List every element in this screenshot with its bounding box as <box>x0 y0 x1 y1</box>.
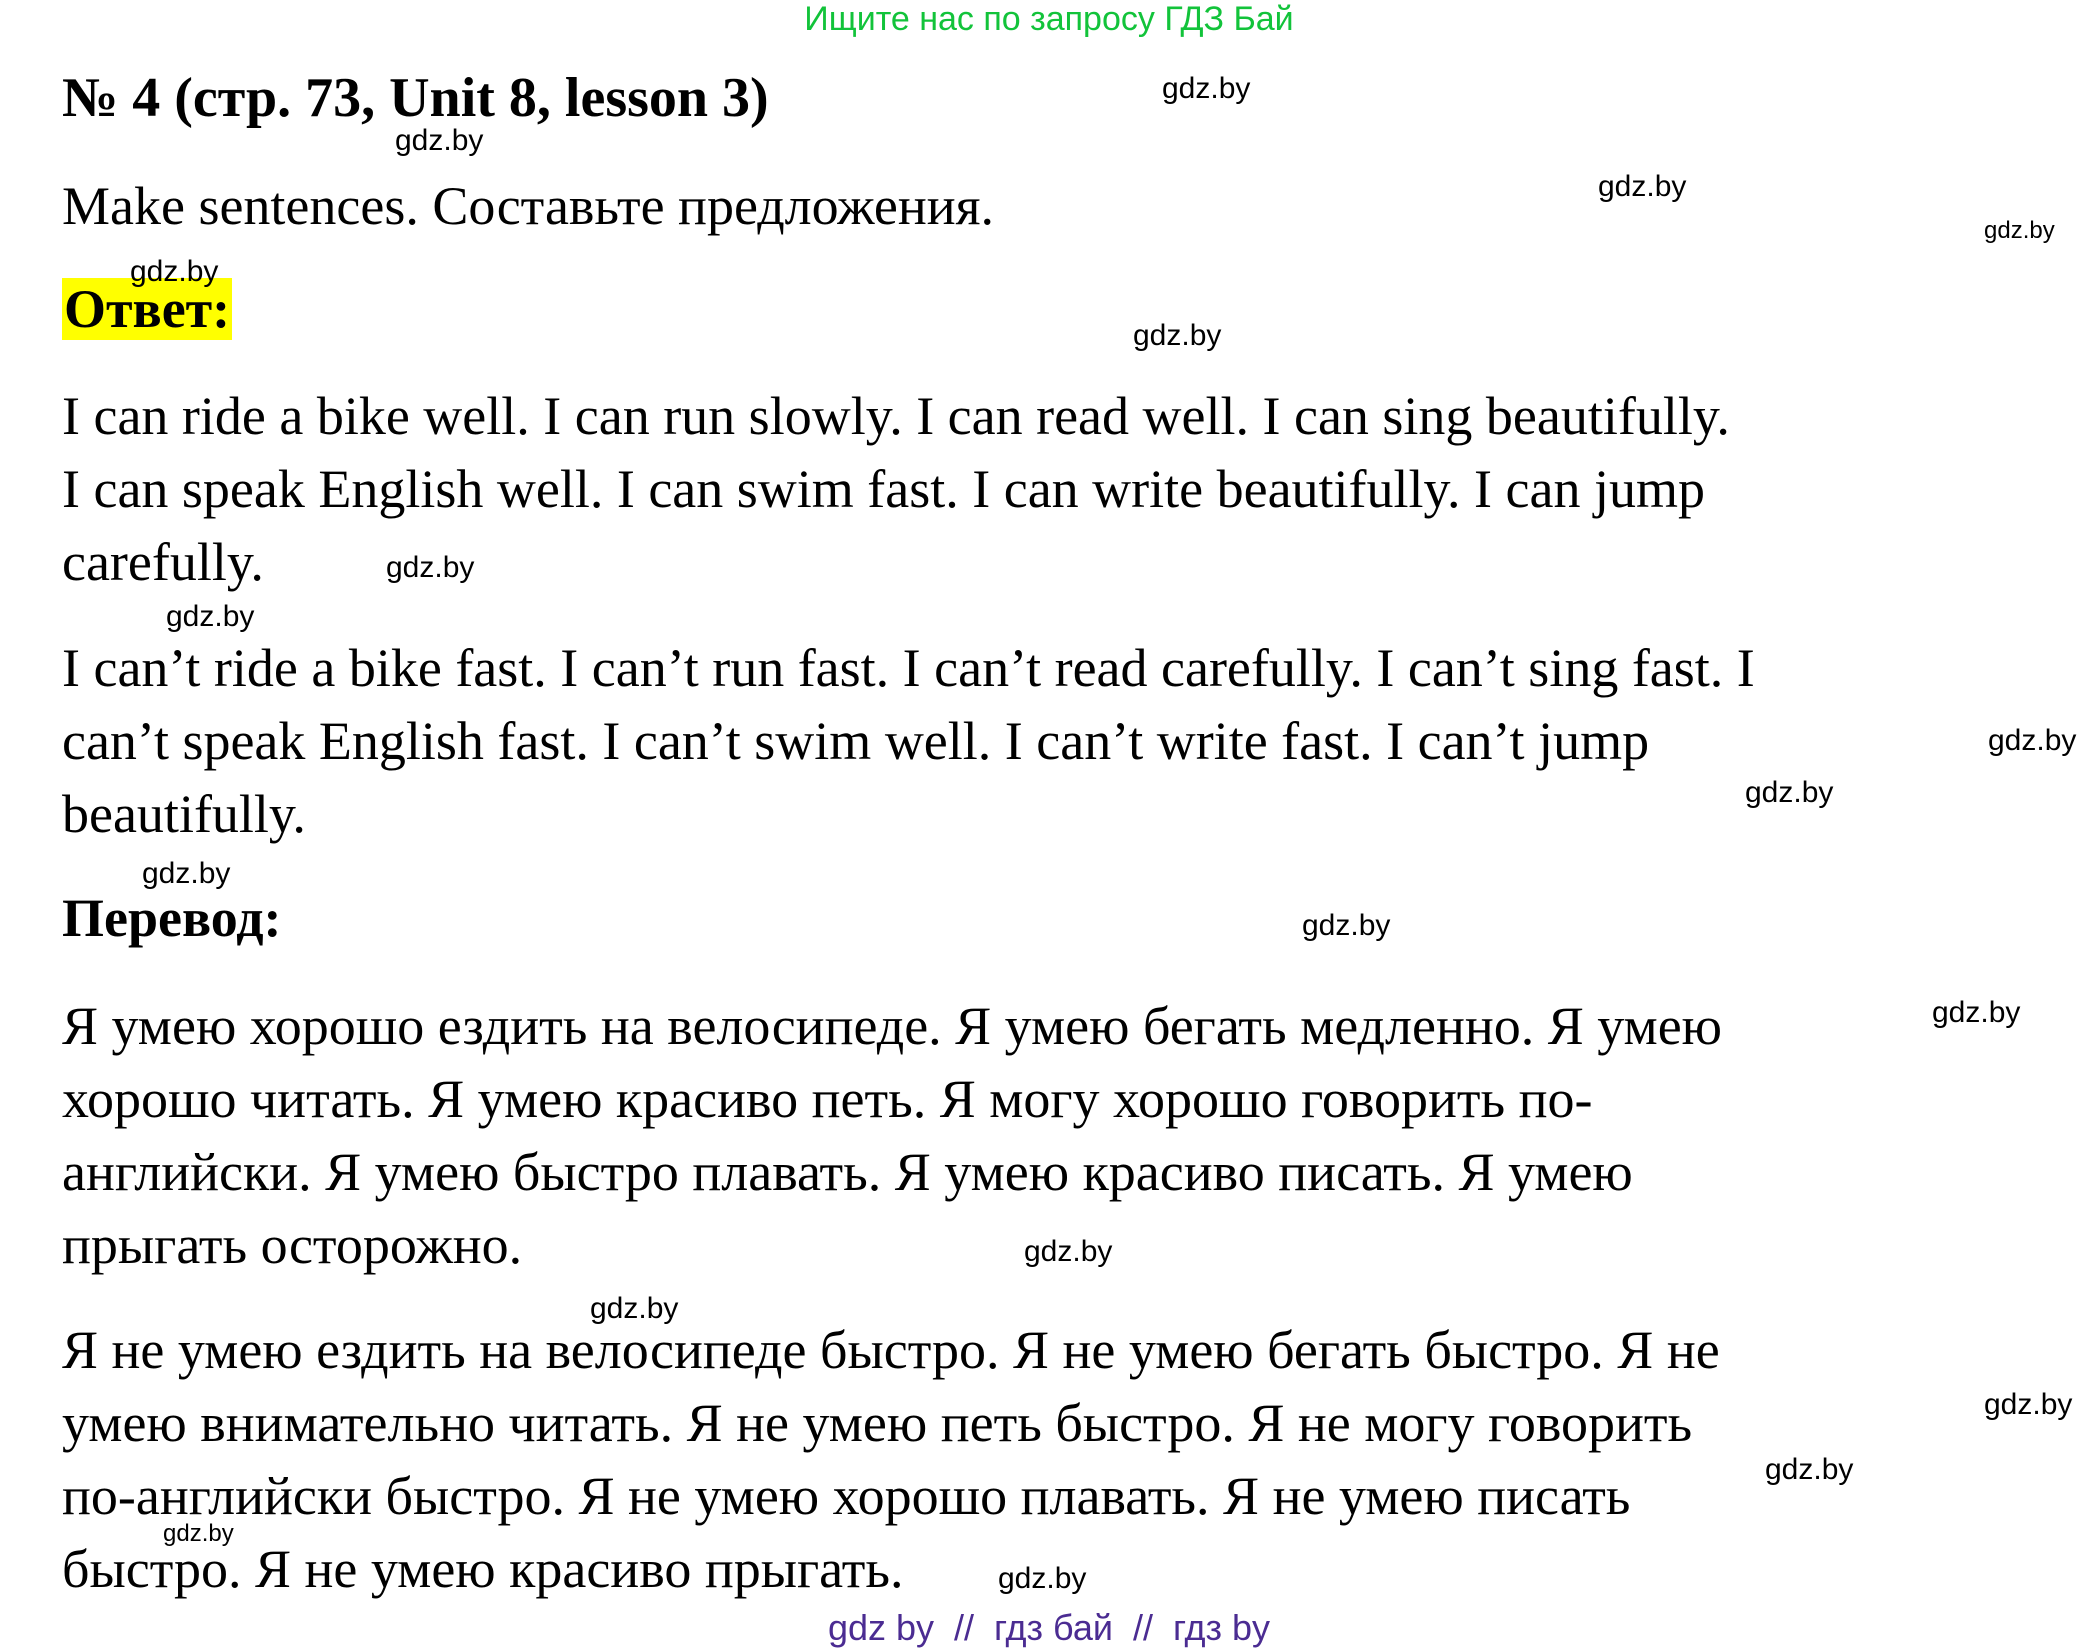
watermark: gdz.by <box>1932 996 2021 1029</box>
watermark: gdz.by <box>1745 776 1834 809</box>
text-line: I can speak English well. I can swim fast. I can write beautifully. I can jump <box>62 459 1705 519</box>
text-line: Я умею хорошо ездить на велосипеде. Я умею бегать медленно. Я умею <box>62 996 1723 1056</box>
watermark: gdz.by <box>1024 1235 1113 1268</box>
text-line: английски. Я умею быстро плавать. Я умею красиво писать. Я умею <box>62 1142 1633 1202</box>
text-line: I can’t ride a bike fast. I can’t run fast. I can’t read carefully. I can’t sing fast. I <box>62 638 1755 698</box>
watermark: gdz.by <box>1984 217 2055 244</box>
watermark: gdz.by <box>1765 1453 1854 1486</box>
text-line: по-английски быстро. Я не умею хорошо плавать. Я не умею писать <box>62 1466 1631 1526</box>
text-line: прыгать осторожно. <box>62 1215 523 1275</box>
text-line: beautifully. <box>62 784 306 844</box>
watermark: gdz.by <box>1133 319 1222 352</box>
watermark: gdz.by <box>1984 1388 2073 1421</box>
watermark: gdz.by <box>590 1292 679 1325</box>
translation-label: Перевод: <box>62 888 282 948</box>
watermark: gdz.by <box>1598 170 1687 203</box>
watermark: gdz.by <box>166 600 255 633</box>
text-line: Я не умею ездить на велосипеде быстро. Я не умею бегать быстро. Я не <box>62 1320 1720 1380</box>
watermark: gdz.by <box>1988 724 2077 757</box>
exercise-heading: № 4 (стр. 73, Unit 8, lesson 3) <box>62 67 769 129</box>
watermark: gdz.by <box>386 551 475 584</box>
text-line: хорошо читать. Я умею красиво петь. Я могу хорошо говорить по- <box>62 1069 1593 1129</box>
watermark: gdz.by <box>1162 72 1251 105</box>
text-line: умею внимательно читать. Я не умею петь быстро. Я не могу говорить <box>62 1393 1693 1453</box>
task-instruction: Make sentences. Составьте предложения. <box>62 176 994 236</box>
text-line: can’t speak English fast. I can’t swim well. I can’t write fast. I can’t jump <box>62 711 1650 771</box>
text-line: carefully. <box>62 532 264 592</box>
watermark: gdz.by <box>142 857 231 890</box>
text-line: быстро. Я не умею красиво прыгать. <box>62 1539 904 1599</box>
watermark: gdz.by <box>1302 909 1391 942</box>
answer-paragraph-cant <box>62 632 1962 851</box>
text-line: I can ride a bike well. I can run slowly. I can read well. I can sing beautifully. <box>62 386 1730 446</box>
watermark: gdz.by <box>130 255 219 288</box>
watermark: gdz.by <box>163 1520 234 1547</box>
translation-paragraph-can <box>62 990 1962 1282</box>
watermark: gdz.by <box>395 124 484 157</box>
watermark: gdz.by <box>998 1562 1087 1595</box>
answer-label: Ответ: <box>64 279 231 339</box>
footer-links[interactable]: gdz by // гдз бай // гдз by <box>827 1607 1271 1648</box>
answer-paragraph-can <box>62 380 1962 599</box>
top-banner[interactable]: Ищите нас по запросу ГДЗ Бай <box>804 0 1294 38</box>
